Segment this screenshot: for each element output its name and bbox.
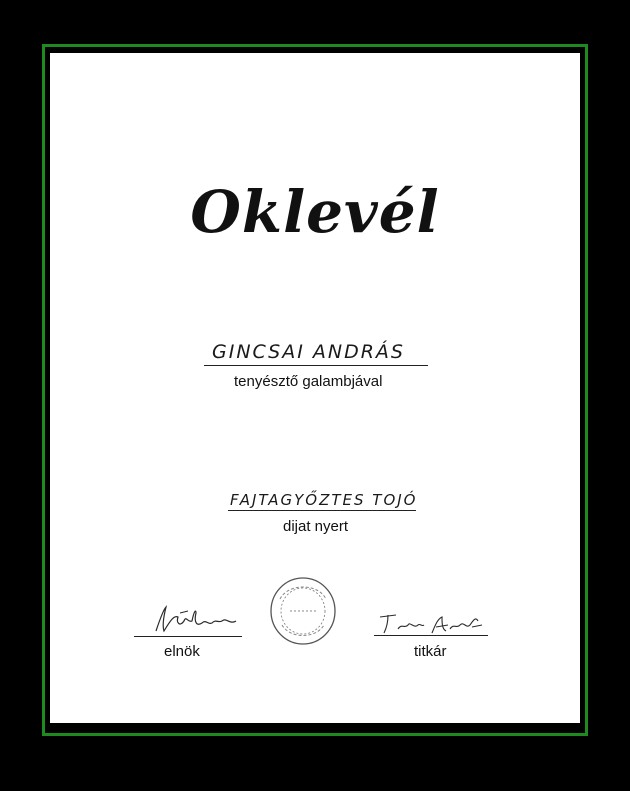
- president-signature: [150, 601, 250, 637]
- secretary-role-label: titkár: [414, 643, 447, 660]
- award-caption: dijat nyert: [283, 518, 349, 535]
- certificate-title: Oklevél: [190, 178, 440, 246]
- award-name: FAJTAGYŐZTES TOJÓ: [230, 491, 418, 509]
- recipient-caption: tenyésztő galambjával: [234, 373, 383, 390]
- secretary-signature-line: [374, 635, 488, 636]
- president-signature-line: [134, 636, 242, 637]
- secretary-signature: [376, 611, 488, 637]
- official-stamp: [268, 575, 338, 647]
- recipient-name-line: [204, 365, 428, 366]
- certificate-paper: [50, 53, 580, 723]
- president-role-label: elnök: [164, 643, 200, 660]
- award-line: [228, 510, 416, 511]
- recipient-name: GINCSAI ANDRÁS: [212, 341, 405, 363]
